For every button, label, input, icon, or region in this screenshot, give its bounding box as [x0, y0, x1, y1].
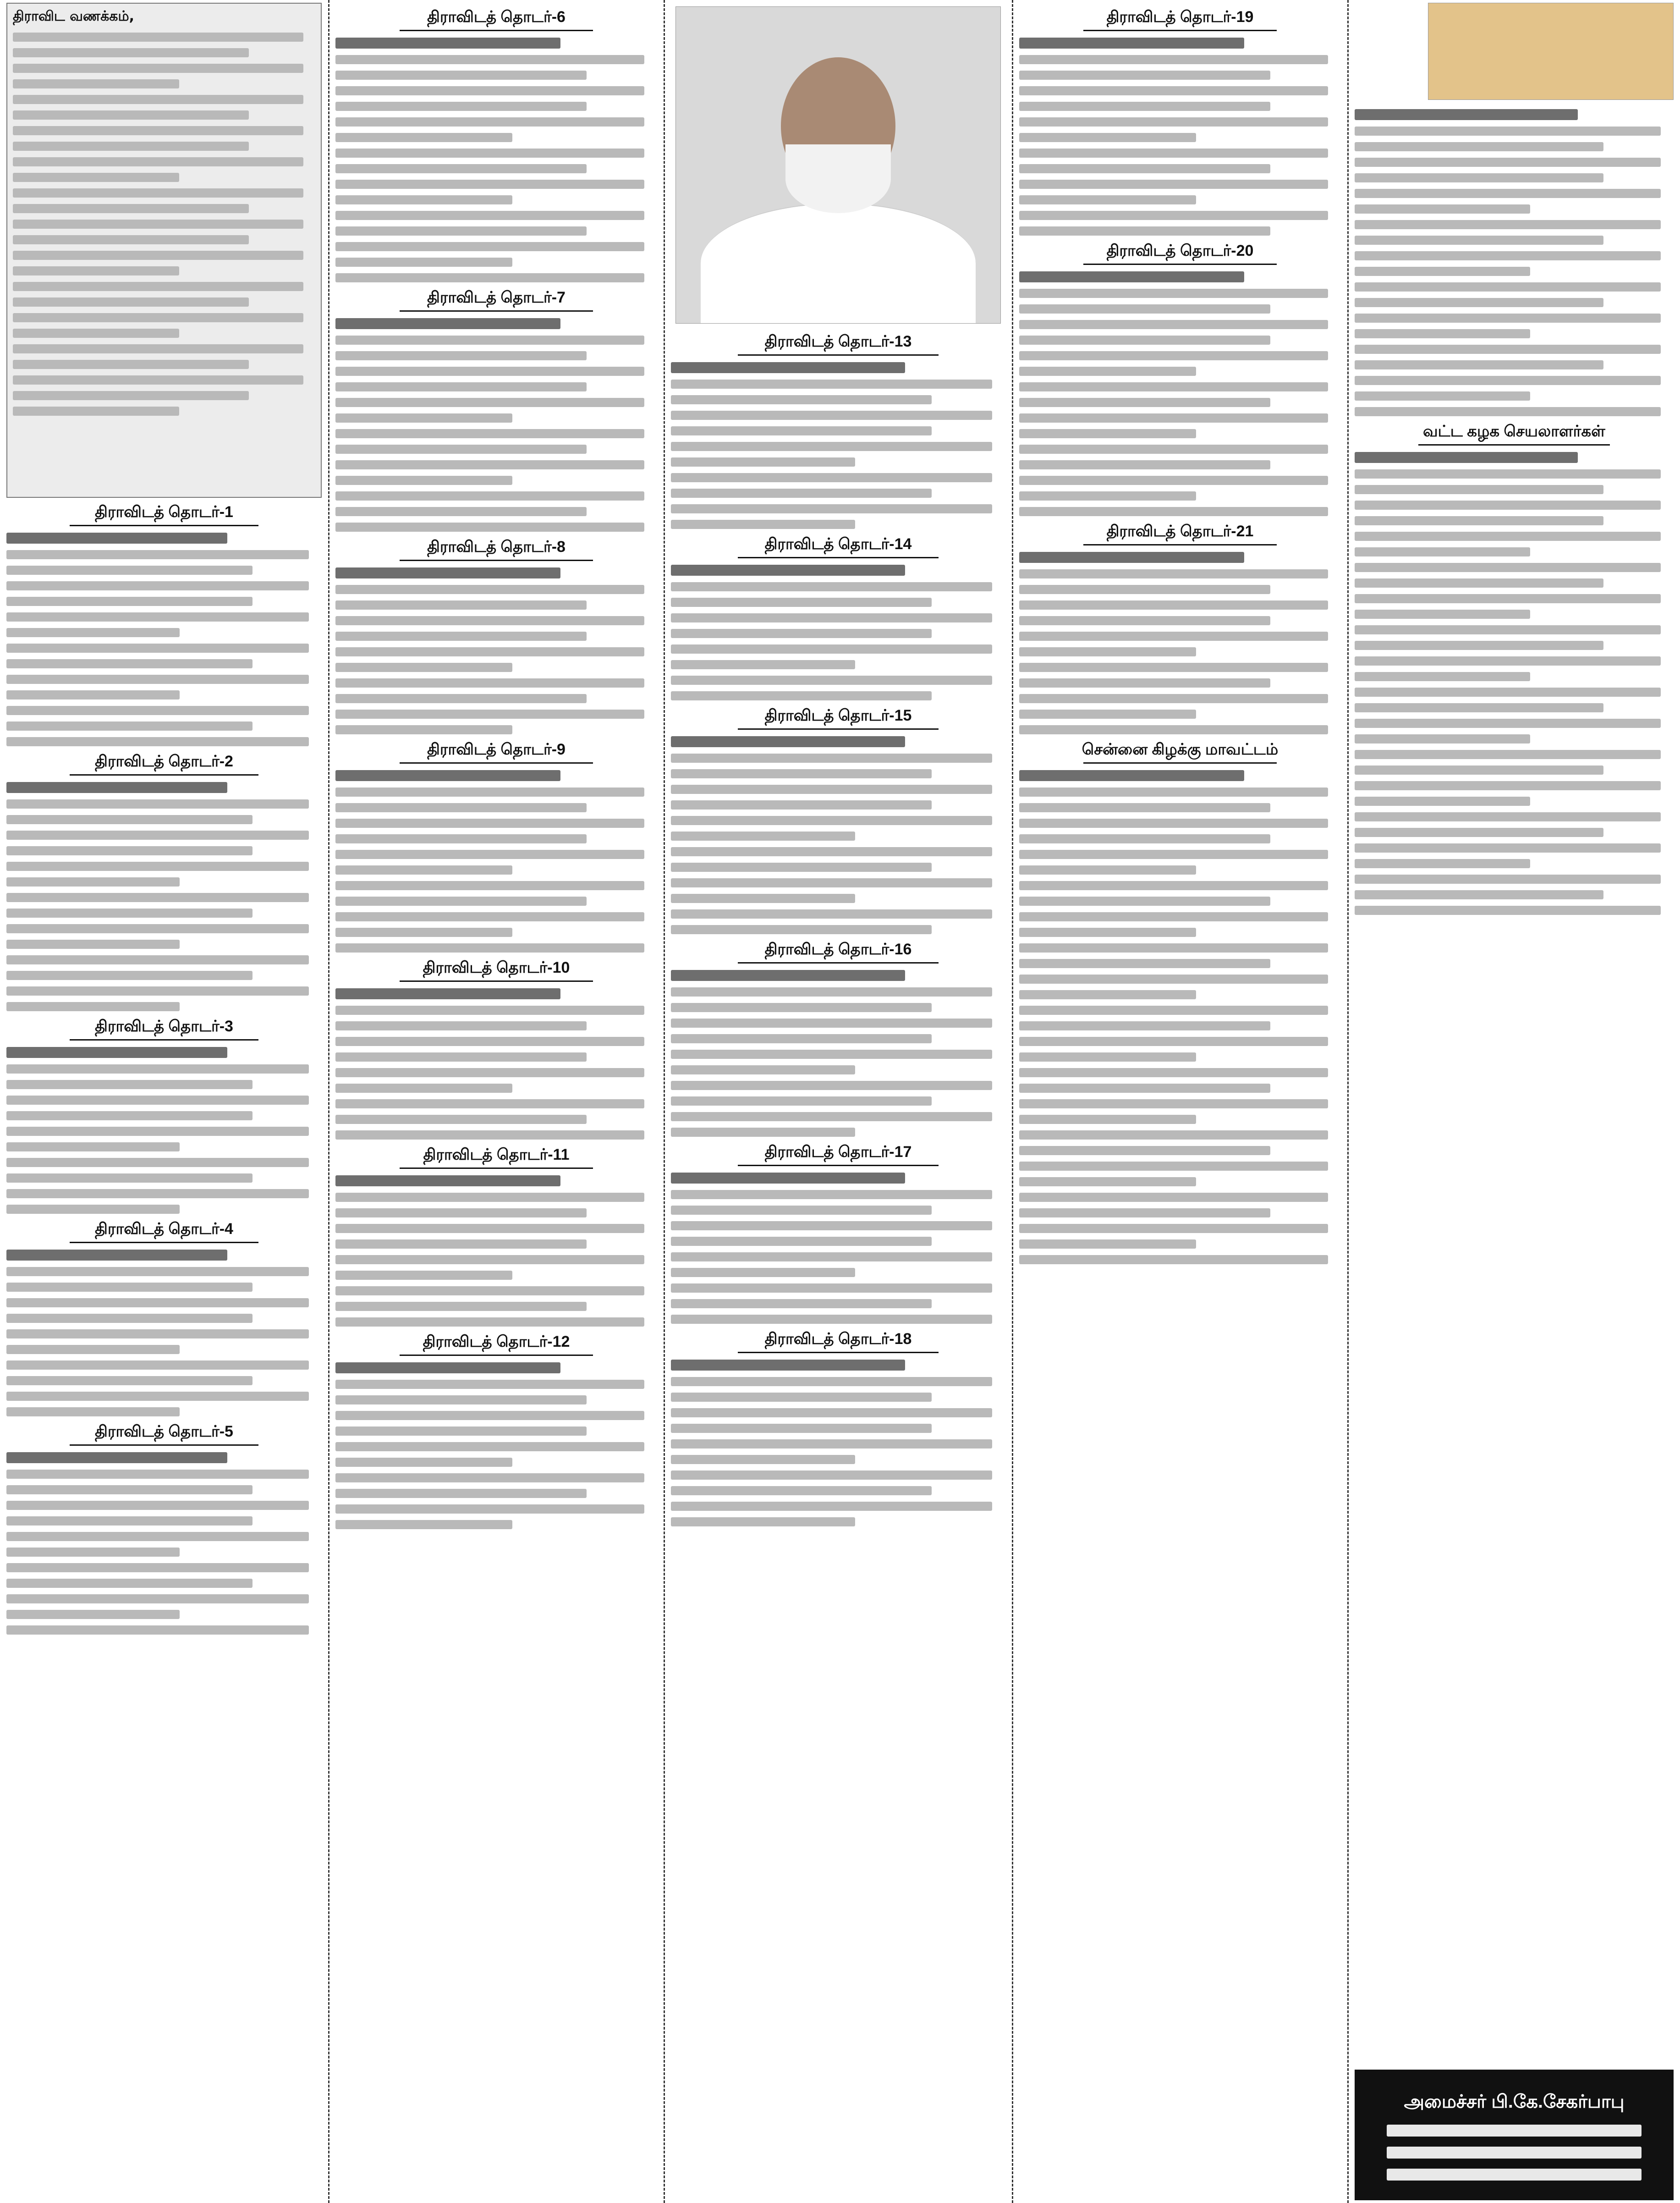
section-heading: திராவிடத் தொடர்-2: [6, 753, 322, 776]
section-heading: திராவிடத் தொடர்-15: [671, 707, 1005, 730]
column-1: [0, 0, 328, 2203]
section-heading: திராவிடத் தொடர்-20: [1019, 242, 1341, 265]
section-heading: திராவிடத் தொடர்-13: [671, 333, 1005, 356]
section-heading: திராவிடத் தொடர்-1: [6, 503, 322, 526]
section-heading: திராவிடத் தொடர்-16: [671, 941, 1005, 964]
column-2: [329, 0, 664, 2203]
section-heading: திராவிடத் தொடர்-21: [1019, 523, 1341, 545]
section-heading: சென்னை கிழக்கு மாவட்டம்: [1019, 741, 1341, 764]
section-heading: திராவிடத் தொடர்-19: [1019, 8, 1341, 31]
section-heading: திராவிடத் தொடர்-4: [6, 1220, 322, 1243]
section-heading: திராவிடத் தொடர்-14: [671, 535, 1005, 558]
section-heading: திராவிடத் தொடர்-3: [6, 1018, 322, 1041]
column-3: [664, 0, 1012, 2203]
section-heading: திராவிடத் தொடர்-8: [335, 538, 657, 561]
section-heading: திராவிடத் தொடர்-12: [335, 1333, 657, 1356]
section-heading: திராவிடத் தொடர்-9: [335, 741, 657, 764]
section-heading: திராவிடத் தொடர்-5: [6, 1423, 322, 1446]
section-heading: திராவிடத் தொடர்-10: [335, 959, 657, 982]
section-heading: திராவிடத் தொடர்-11: [335, 1146, 657, 1169]
portrait-photo: [675, 6, 1001, 324]
section-heading: திராவிடத் தொடர்-7: [335, 289, 657, 312]
footer-box: [1355, 2070, 1674, 2200]
section-heading: திராவிடத் தொடர்-18: [671, 1330, 1005, 1353]
intro-box: [6, 3, 322, 498]
column-4: [1013, 0, 1347, 2203]
column-5: [1348, 0, 1680, 2203]
footer-name: அமைச்சர் பி.கே.சேகர்பாபு: [1404, 2092, 1625, 2112]
section-heading: வட்ட கழக செயலாளர்கள்: [1355, 423, 1674, 446]
intro-title: திராவிட வணக்கம்,: [13, 8, 135, 24]
leaders-photo: [1428, 3, 1674, 100]
section-heading: திராவிடத் தொடர்-6: [335, 8, 657, 31]
section-heading: திராவிடத் தொடர்-17: [671, 1143, 1005, 1166]
